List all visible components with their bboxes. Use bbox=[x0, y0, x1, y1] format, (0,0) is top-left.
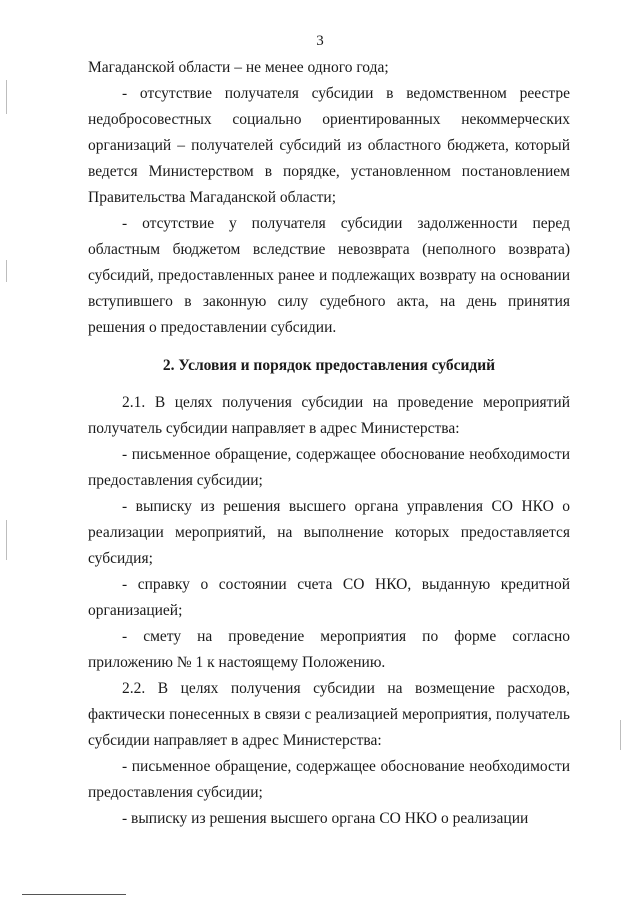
scan-edge-mark bbox=[6, 260, 7, 282]
list-item-decision-extract-2: - выписку из решения высшего органа СО НКО о реализации bbox=[122, 810, 529, 827]
paragraph-2-2: 2.2. В целях получения субсидии на возмещение расходов, фактически понесенных в связи с реализацией мероприятия, получатель субсидии направляет в адрес Министерства: bbox=[88, 680, 570, 749]
paragraph-debt-condition: - отсутствие у получателя субсидии задолженности перед областным бюджетом вследствие невозврата (неполного возврата) субсидий, предоставленных ранее и подлежащих возврату на основании вступившего в законную силу судебного акта, на день принятия решения о предоставлении субсидии. bbox=[88, 215, 570, 336]
scan-edge-mark bbox=[6, 520, 7, 560]
paragraph-2-1: 2.1. В целях получения субсидии на проведение мероприятий получатель субсидии направляет в адрес Министерства: bbox=[88, 394, 570, 437]
section-heading: 2. Условия и порядок предоставления субсидий bbox=[162, 357, 496, 374]
list-item-written-request: - письменное обращение, содержащее обоснование необходимости предоставления субсидии; bbox=[88, 446, 570, 489]
page-number: 3 bbox=[316, 33, 324, 49]
list-item-written-request-2: - письменное обращение, содержащее обоснование необходимости предоставления субсидии; bbox=[88, 758, 570, 801]
footer-rule bbox=[22, 894, 126, 895]
list-item-decision-extract: - выписку из решения высшего органа управления СО НКО о реализации мероприятий, на выполнение которых предоставляется субсидия; bbox=[88, 498, 570, 567]
list-item-cost-estimate: - смету на проведение мероприятия по форме согласно приложению № 1 к настоящему Положению. bbox=[88, 628, 570, 671]
paragraph-registry-condition: - отсутствие получателя субсидии в ведомственном реестре недобросовестных социально ориентированных некоммерческих организаций – получателей субсидий из областного бюджета, который ведется Министерством в порядке, установленном постановлением Правительства Магаданской области; bbox=[88, 85, 570, 206]
document-body bbox=[88, 55, 570, 832]
list-item-account-statement: - справку о состоянии счета СО НКО, выданную кредитной организацией; bbox=[88, 576, 570, 619]
paragraph-continuation: Магаданской области – не менее одного года; bbox=[88, 59, 389, 76]
scan-edge-mark bbox=[6, 80, 7, 114]
scan-edge-mark bbox=[620, 720, 621, 750]
